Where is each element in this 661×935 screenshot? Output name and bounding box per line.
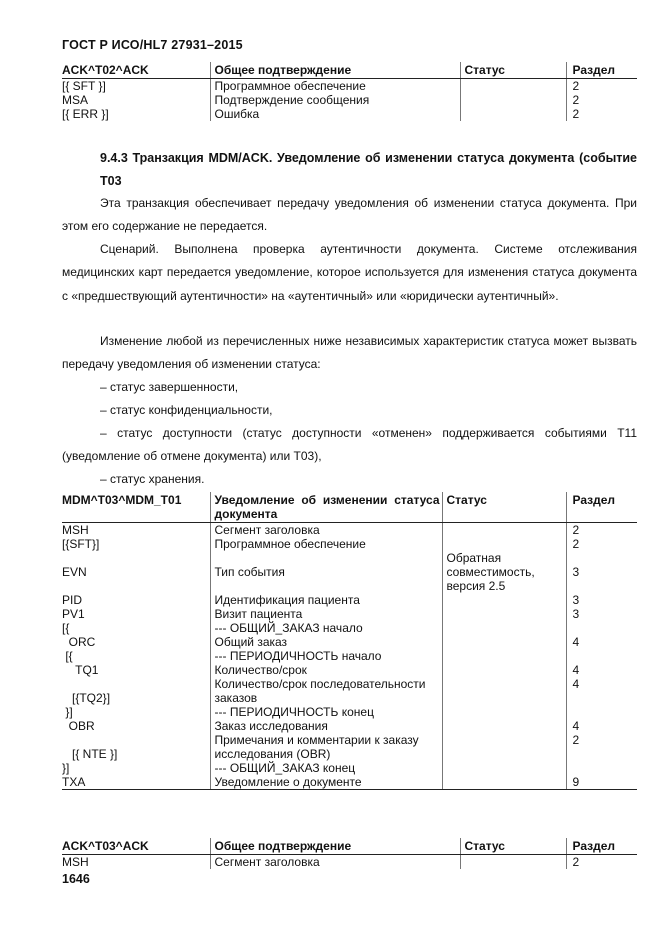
table-row (62, 649, 637, 663)
message-cell: }] (62, 705, 73, 719)
column-header-description: Общее подтверждение (210, 62, 460, 79)
status-cell (442, 733, 566, 761)
document-header: ГОСТ Р ИСО/HL7 27931–2015 (62, 38, 243, 52)
section-cell: 3 (566, 551, 637, 593)
description-cell: Тип события (210, 551, 442, 593)
message-cell: EVN (62, 565, 87, 579)
status-cell (460, 107, 566, 121)
message-cell: PV1 (62, 607, 85, 621)
message-cell: [{ SFT }] (62, 79, 106, 93)
description-cell: Сегмент заголовка (210, 523, 442, 538)
section-cell: 4 (566, 635, 637, 649)
status-cell (442, 663, 566, 677)
list-item: – статус конфиденциальности, (100, 403, 273, 417)
status-cell (442, 761, 566, 775)
table-row (62, 635, 637, 649)
status-cell (442, 635, 566, 649)
message-cell: [{SFT}] (62, 537, 100, 551)
description-cell: Сегмент заголовка (210, 855, 460, 870)
message-cell: [{ (62, 649, 73, 663)
table-row (62, 79, 637, 94)
column-header-message: ACK^T03^ACK (62, 838, 210, 855)
status-cell (460, 855, 566, 870)
description-cell: --- ОБЩИЙ_ЗАКАЗ конец (210, 761, 442, 775)
section-cell: 4 (566, 719, 637, 733)
table-header-row (62, 62, 637, 79)
table-row (62, 93, 637, 107)
table-row (62, 593, 637, 607)
column-header-description: Общее подтверждение (210, 838, 460, 855)
list-item: – статус завершенности, (100, 380, 239, 394)
status-cell (442, 523, 566, 538)
column-header-message: ACK^T02^ACK (62, 62, 210, 79)
description-cell: --- ПЕРИОДИЧНОСТЬ начало (210, 649, 442, 663)
message-cell: ORC (62, 635, 96, 649)
column-header-description: Уведомление об изменении статуса документа (210, 492, 442, 523)
column-header-status: Статус (442, 492, 566, 523)
page-number: 1646 (62, 872, 90, 886)
section-cell (566, 705, 637, 719)
message-cell: TXA (62, 775, 210, 790)
column-header-status: Статус (460, 62, 566, 79)
description-cell: Подтверждение сообщения (210, 93, 460, 107)
table-ack-t03 (62, 838, 637, 869)
column-header-section: Раздел (566, 62, 637, 79)
table-row (62, 551, 637, 593)
section-cell: 2 (566, 79, 637, 94)
message-cell: [{ ERR }] (62, 107, 109, 121)
description-cell: Идентификация пациента (210, 593, 442, 607)
section-cell: 2 (566, 523, 637, 538)
description-cell: --- ОБЩИЙ_ЗАКАЗ начало (210, 621, 442, 635)
section-cell: 2 (566, 537, 637, 551)
section-cell: 2 (566, 93, 637, 107)
description-cell: --- ПЕРИОДИЧНОСТЬ конец (210, 705, 442, 719)
description-cell: Ошибка (210, 107, 460, 121)
column-header-section: Раздел (566, 838, 637, 855)
message-cell: OBR (62, 719, 95, 733)
table-ack-t02 (62, 62, 637, 121)
section-cell: 9 (566, 775, 637, 790)
table-row (62, 621, 637, 635)
status-cell (442, 775, 566, 790)
paragraph-status-change: Изменение любой из перечисленных ниже независимых характеристик статуса может вызвать передачу уведомления об изменении статуса: (62, 334, 637, 372)
description-cell: Визит пациента (210, 607, 442, 621)
section-cell: 2 (566, 733, 637, 761)
table-header-row (62, 492, 637, 523)
section-cell (566, 649, 637, 663)
table-row (62, 775, 637, 790)
status-cell: Обратная совместимость, версия 2.5 (442, 551, 566, 593)
section-cell: 3 (566, 593, 637, 607)
status-cell (442, 705, 566, 719)
message-cell: [{ NTE }] (62, 747, 118, 761)
message-cell: MSH (62, 855, 89, 869)
column-header-section: Раздел (566, 492, 637, 523)
description-cell: Примечания и комментарии к заказу исследования (OBR) (210, 733, 442, 761)
table-row (62, 523, 637, 538)
list-item: – статус хранения. (100, 472, 205, 486)
table-row (62, 663, 637, 677)
section-cell: 3 (566, 607, 637, 621)
status-cell (442, 593, 566, 607)
table-row (62, 733, 637, 761)
section-title: 9.4.3 Транзакция MDM/ACK. Уведомление об изменении статуса документа (событие T03 (100, 151, 637, 188)
message-cell: }] (62, 761, 70, 775)
status-cell (442, 677, 566, 705)
section-cell (566, 761, 637, 775)
table-row (62, 677, 637, 705)
table-row (62, 107, 637, 121)
section-cell: 2 (566, 107, 637, 121)
message-cell: TQ1 (62, 663, 99, 677)
status-cell (460, 93, 566, 107)
table-row (62, 719, 637, 733)
section-cell: 4 (566, 677, 637, 705)
table-row (62, 705, 637, 719)
description-cell: Количество/срок последовательности заказов (210, 677, 442, 705)
description-cell: Количество/срок (210, 663, 442, 677)
section-cell: 4 (566, 663, 637, 677)
table-row (62, 761, 637, 775)
status-cell (442, 649, 566, 663)
status-cell (442, 621, 566, 635)
table-header-row (62, 838, 637, 855)
message-cell: [{ (62, 621, 70, 635)
description-cell: Общий заказ (210, 635, 442, 649)
status-cell (442, 607, 566, 621)
section-cell (566, 621, 637, 635)
description-cell: Программное обеспечение (210, 537, 442, 551)
status-cell (460, 79, 566, 94)
status-cell (442, 537, 566, 551)
description-cell: Заказ исследования (210, 719, 442, 733)
column-header-message: MDM^T03^MDM_T01 (62, 492, 210, 523)
message-cell: PID (62, 593, 83, 607)
message-cell: MSH (62, 523, 89, 537)
list-item: – статус доступности (статус доступности «отменен» поддерживается событиями T11 (уведомление об отмене документа) или T03), (62, 426, 637, 464)
column-header-status: Статус (460, 838, 566, 855)
description-cell: Программное обеспечение (210, 79, 460, 94)
section-cell: 2 (566, 855, 637, 870)
status-cell (442, 719, 566, 733)
table-row (62, 607, 637, 621)
paragraph-purpose: Эта транзакция обеспечивает передачу уведомления об изменении статуса документа. При этом его содержание не передается. (62, 196, 637, 234)
message-cell: MSA (62, 93, 89, 107)
message-cell: [{TQ2}] (62, 691, 111, 705)
description-cell: Уведомление о документе (210, 775, 442, 790)
table-row (62, 537, 637, 551)
table-row (62, 855, 637, 870)
paragraph-scenario: Сценарий. Выполнена проверка аутентичности документа. Системе отслеживания медицинских карт передается уведомление, которое используется для изменения статуса документа с «предшествующий аутентичности» на «аутентичный» или «юридически аутентичный». (62, 242, 637, 303)
table-mdm-t03 (62, 492, 637, 790)
